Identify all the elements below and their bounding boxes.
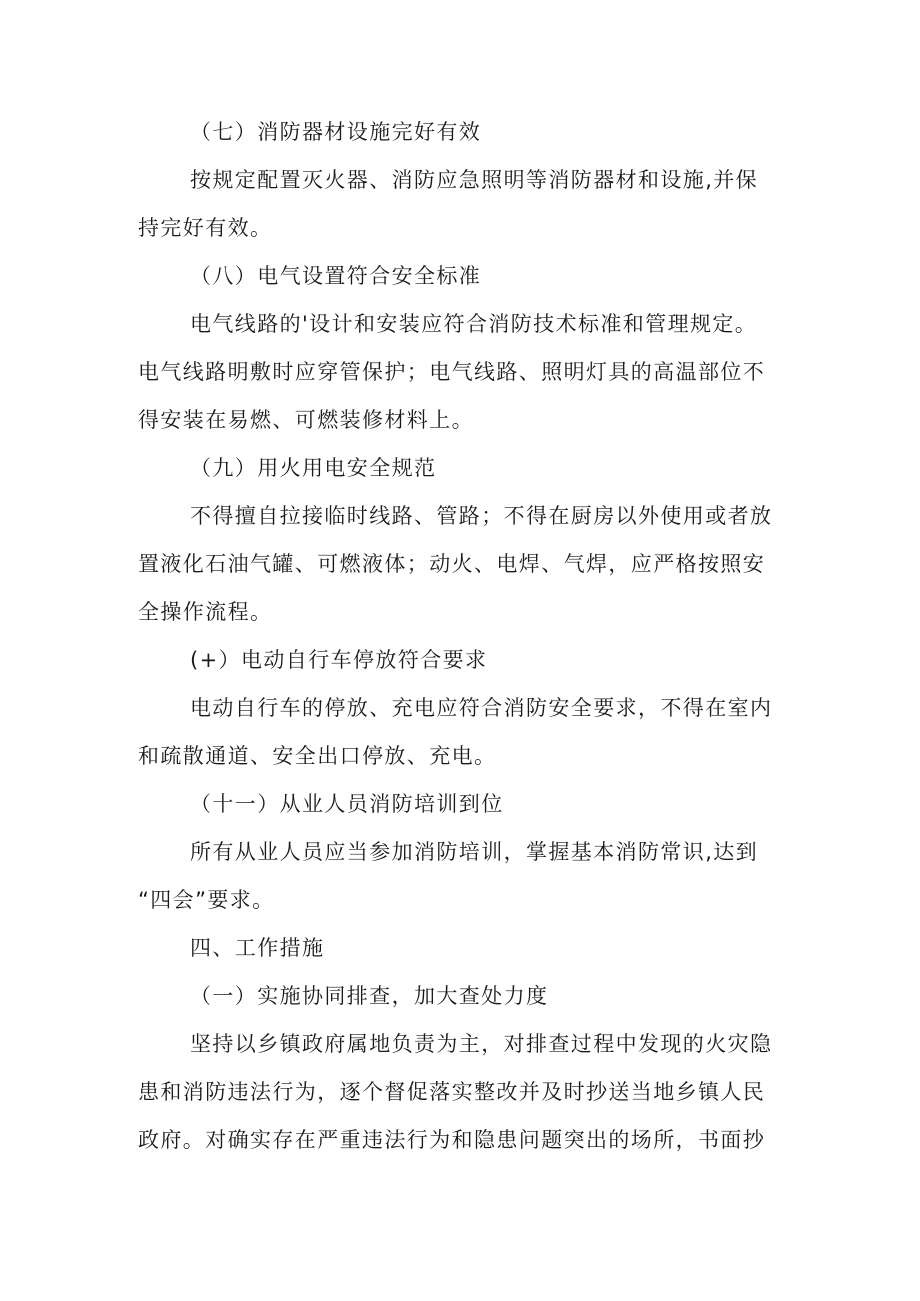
paragraph-line: 不得擅自拉接临时线路、管路；不得在厨房以外使用或者放 [190, 504, 773, 528]
paragraph-line: 得安装在易燃、可燃装修材料上。 [138, 408, 474, 432]
section-heading-7: （七）消防器材设施完好有效 [190, 120, 482, 144]
section-heading-9: （九）用火用电安全规范 [190, 456, 437, 480]
paragraph-line: 所有从业人员应当参加消防培训，掌握基本消防常识,达到 [190, 840, 759, 864]
paragraph-line: 和疏散通道、安全出口停放、充电。 [138, 744, 497, 768]
paragraph-line: “四会”要求。 [138, 888, 275, 912]
paragraph-line: 置液化石油气罐、可燃液体；动火、电焊、气焊，应严格按照安 [138, 552, 766, 576]
section-heading-4-1: （一）实施协同排查，加大查处力度 [190, 984, 549, 1008]
paragraph-line: 电动自行车的停放、充电应符合消防安全要求，不得在室内 [190, 696, 773, 720]
paragraph-line: 全操作流程。 [138, 600, 273, 624]
paragraph-line: 电气线路明敷时应穿管保护；电气线路、照明灯具的高温部位不 [138, 360, 766, 384]
section-heading-10: (+）电动自行车停放符合要求 [190, 648, 488, 672]
paragraph-line: 持完好有效。 [138, 216, 273, 240]
paragraph-line: 按规定配置灭火器、消防应急照明等消防器材和设施,并保 [190, 168, 759, 192]
section-heading-8: （八）电气设置符合安全标准 [190, 264, 482, 288]
section-heading-11: （十一）从业人员消防培训到位 [190, 792, 504, 816]
paragraph-line: 电气线路的'设计和安装应符合消防技术标准和管理规定。 [190, 312, 758, 336]
paragraph-line: 患和消防违法行为，逐个督促落实整改并及时抄送当地乡镇人民 [138, 1080, 766, 1104]
chapter-heading-4: 四、工作措施 [190, 936, 325, 960]
document-body [138, 108, 798, 1164]
paragraph-line: 政府。对确实存在严重违法行为和隐患问题突出的场所，书面抄 [138, 1128, 766, 1152]
paragraph-line: 坚持以乡镇政府属地负责为主，对排查过程中发现的火灾隐 [190, 1032, 773, 1056]
